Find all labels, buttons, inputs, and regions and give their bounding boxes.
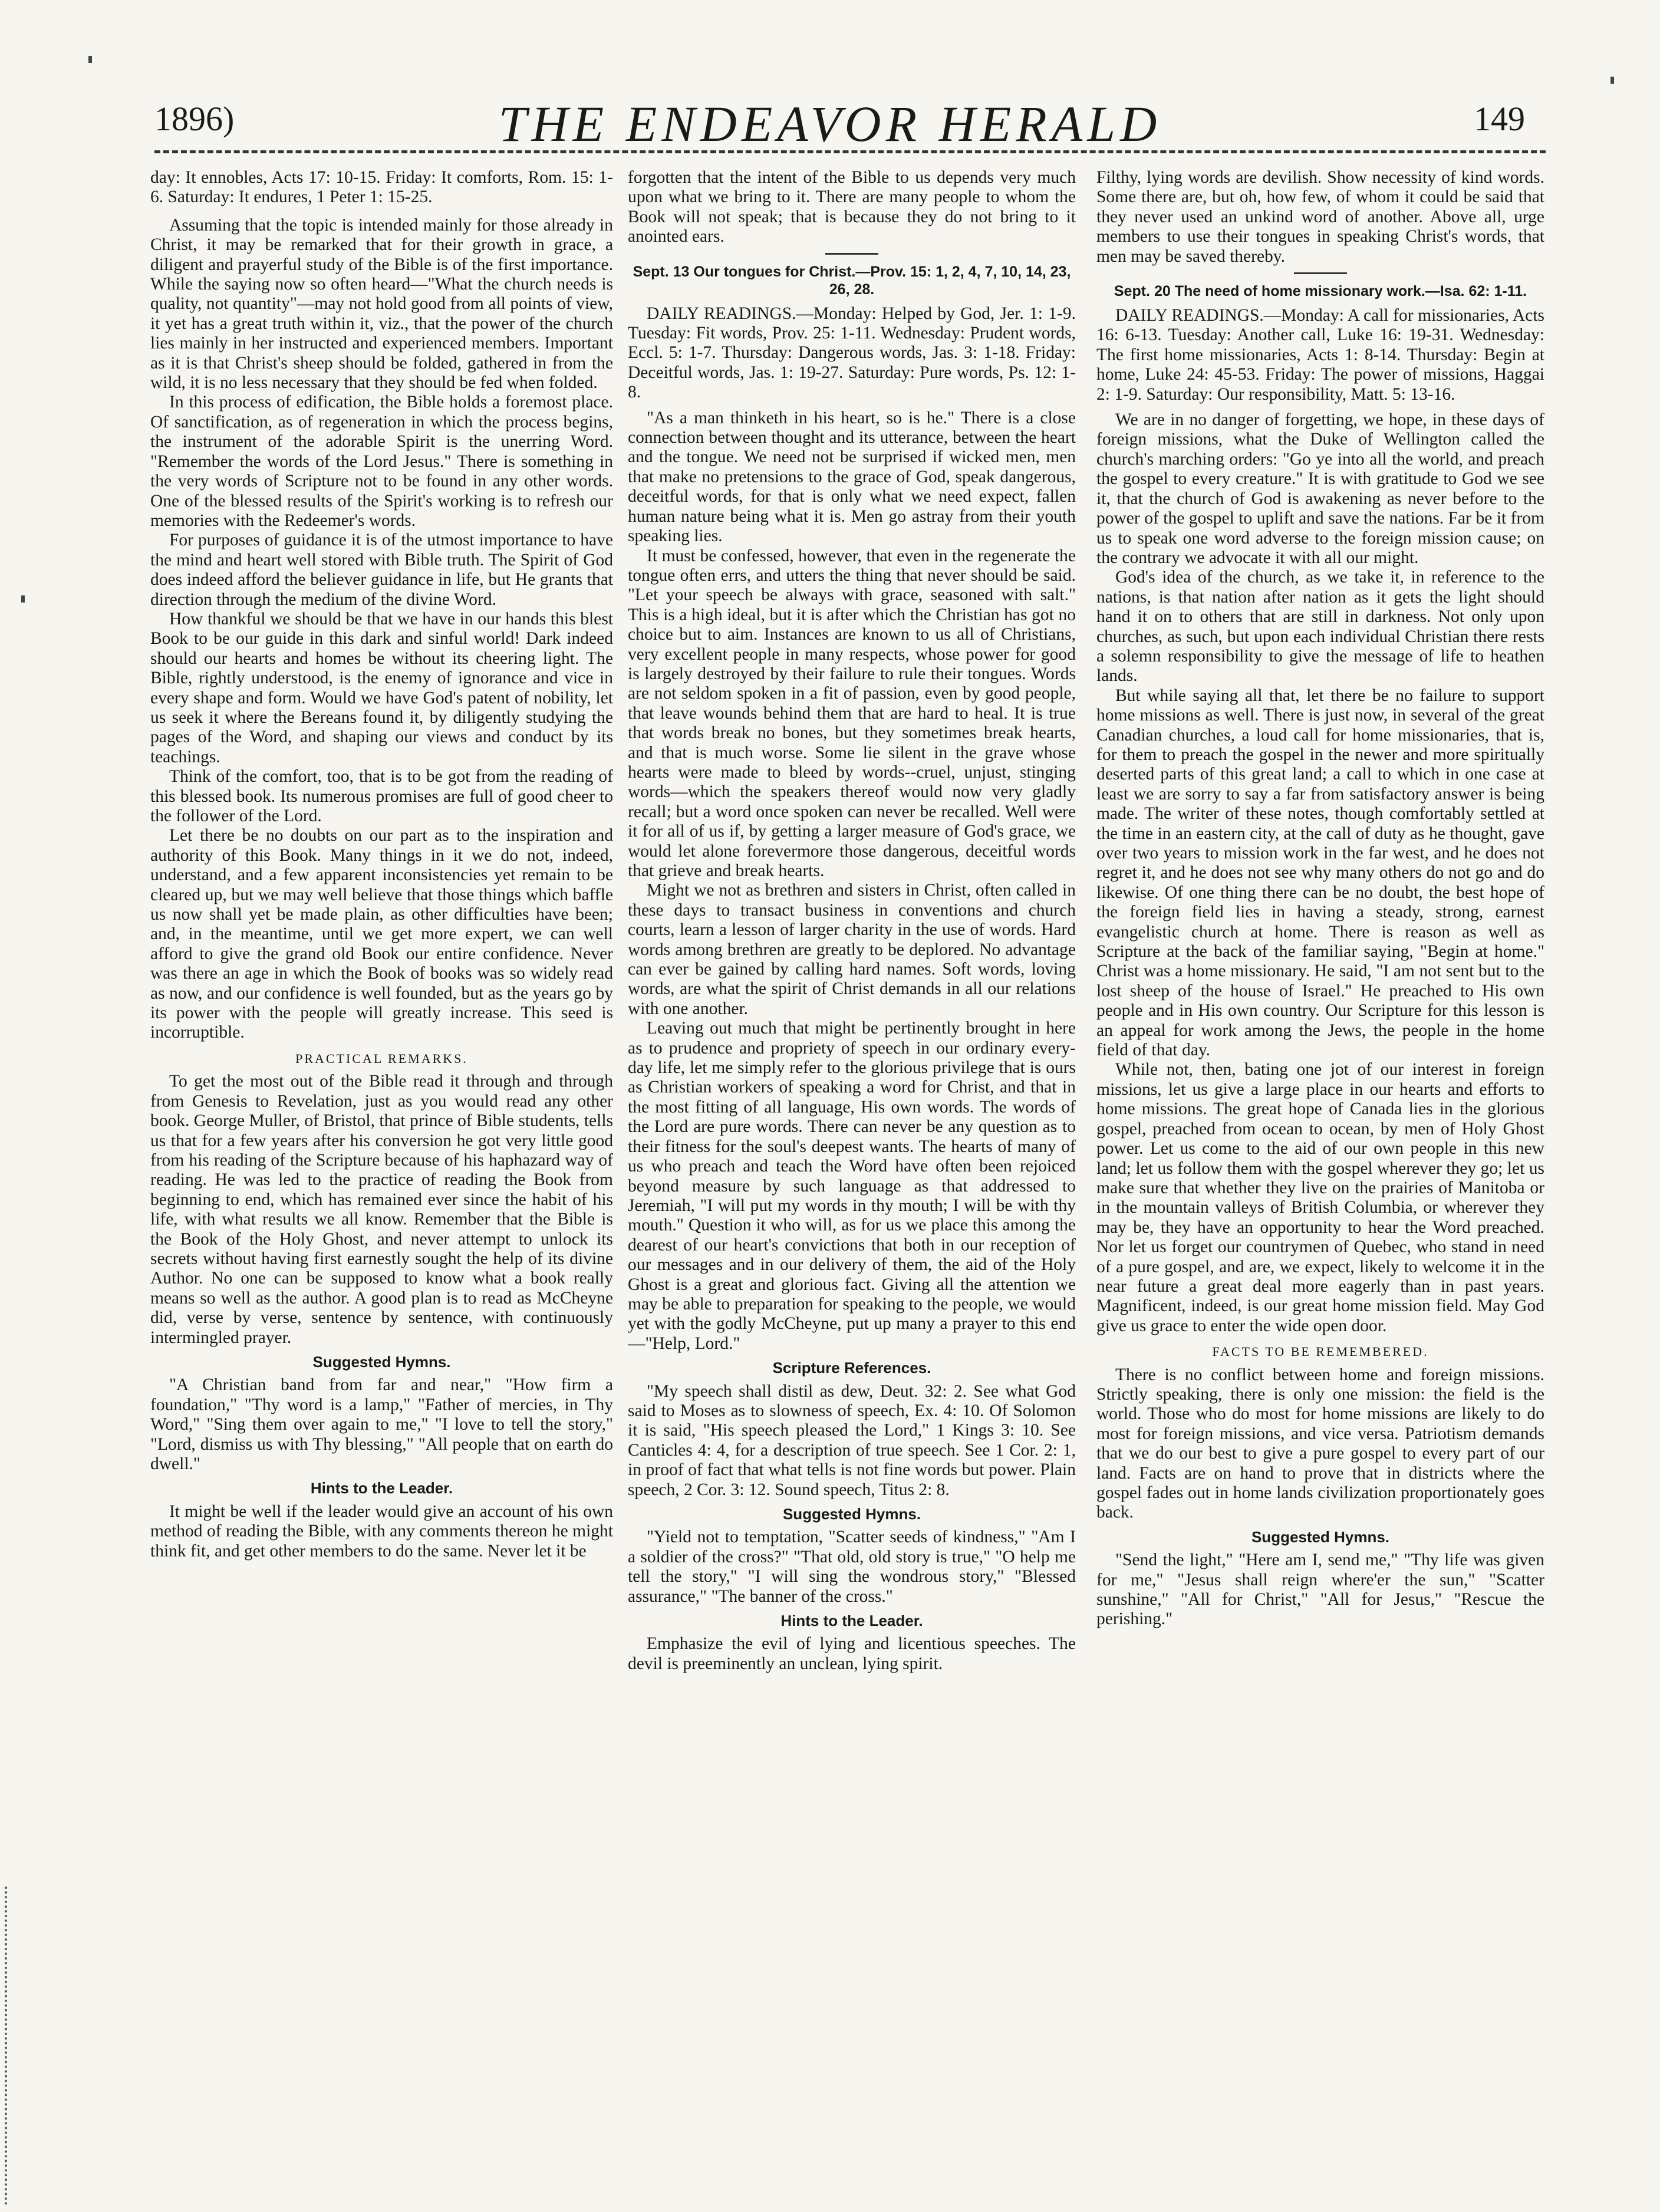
section-heading: FACTS TO BE REMEMBERED.: [1212, 1344, 1429, 1360]
paragraph: In this process of edification, the Bible holds a foremost place. Of sanctification, as of regeneration in which the process begins, the instrument of the adorable Spirit is the unerring Word. "Remember the words of the Lord Jesus." There is something in the very words of Scripture not to be found in any other words. One of the blessed results of the Spirit's working is to refresh our memories with the Redeemer's words.: [150, 393, 613, 530]
scan-mark: [1610, 77, 1614, 84]
paragraph: Leaving out much that might be pertinently brought in here as to prudence and propriety of speech in our ordinary every-day life, let me simply refer to the glorious privilege that is ours as Christian workers of speaking a word for Christ, and that in the most fitting of all language, His own words. The words of the Lord are pure words. There can never be any question as to their fitness for the soul's deepest wants. The hearts of many of us who preach and teach the Word have often been rejoiced beyond measure by such language as that addressed to Jeremiah, "I will put my words in thy mouth; I will be with thy mouth." Question it who will, as for us we place this among the dearest of our heart's convictions that both in our reception of our messages and in our delivery of them, the aid of the Holy Ghost is a great and glorious fact. Giving all the attention we may be able to preparation for speaking to the people, we would yet with the godly McCheyne, put up many a prayer to this end—"Help, Lord.": [628, 1019, 1076, 1353]
divider: [1294, 272, 1347, 274]
section-heading: PRACTICAL REMARKS.: [295, 1051, 468, 1066]
column-1: [150, 168, 613, 2178]
lesson-heading: Sept. 20 The need of home missionary work.—Isa. 62: 1-11.: [1114, 283, 1527, 300]
header-date: 1896): [154, 100, 235, 138]
paragraph: God's idea of the church, as we take it, in reference to the nations, is that nation after nation as it gets the light should hand it on to others that are still in darkness. Not only upon churches, as such, but upon each individual Christian there rests a solemn responsibility to give the message of life to heathen lands.: [1096, 568, 1544, 686]
paragraph: DAILY READINGS.—Monday: Helped by God, Jer. 1: 1-9. Tuesday: Fit words, Prov. 25: 1-11. Wednesday: Prudent words, Eccl. 5: 1-7. Thursday: Dangerous words, Jas. 3: 1-18. Friday: Deceitful words, Jas. 1: 19-27. Saturday: Pure words, Ps. 12: 1-8.: [628, 304, 1076, 402]
paragraph: "As a man thinketh in his heart, so is he." There is a close connection between thought and its utterance, between the heart and the tongue. We need not be surprised if wicked men, men that make no pretensions to the grace of God, speak dangerous, deceitful words, for that is only what we need expect, fallen human nature being what it is. Men go astray from their youth speaking lies.: [628, 408, 1076, 546]
section-heading: Suggested Hymns.: [782, 1505, 921, 1523]
paragraph: While not, then, bating one jot of our interest in foreign missions, let us give a large place in our hearts and efforts to home missions. The great hope of Canada lies in the glorious gospel, preached from ocean to ocean, by men of Holy Ghost power. Let us come to the aid of our own people in this new land; let us follow them with the gospel wherever they go; let us make sure that whether they live on the prairies of Manitoba or in the mountain valleys of British Columbia, or wherever they may be, they have an opportunity to hear the Word preached. Nor let us forget our countrymen of Quebec, who stand in need of a pure gospel, and are, we expect, likely to welcome it in the near future a great deal more eagerly than in past years. Magnificent, indeed, is our great home mission field. May God give us grace to enter the wide open door.: [1096, 1060, 1544, 1335]
page-header: [0, 0, 1660, 177]
masthead-title: THE ENDEAVOR HERALD: [498, 96, 1162, 152]
header-rule: [154, 150, 1546, 153]
section-heading: Hints to the Leader.: [780, 1612, 923, 1630]
paragraph: Filthy, lying words are devilish. Show necessity of kind words. Some there are, but oh, how few, of whom it could be said that they never used an unkind word of another. Above all, urge members to use their tongues in speaking Christ's words, that men may be saved thereby.: [1096, 168, 1544, 266]
column-3: [1096, 168, 1544, 2178]
paragraph: forgotten that the intent of the Bible to us depends very much upon what we bring to it. There are many people to whom the Book will not speak; that is because they do not bring to it anointed ears.: [628, 168, 1076, 246]
paragraph: It must be confessed, however, that even in the regenerate the tongue often errs, and utters the thing that never should be said. "Let your speech be always with grace, seasoned with salt." This is a high ideal, but it is after which the Christian has got no choice but to aim. Instances are known to us all of Christians, very excellent people in many respects, whose power for good is largely destroyed by their failure to rule their tongues. Words are not seldom spoken in a fit of passion, even by good people, that leave wounds behind them that are hard to heal. It is true that words break no bones, but they sometimes break hearts, and that is much worse. Some lie silent in the grave whose hearts were made to bleed by words--cruel, unjust, stinging words—which the speakers thereof would now very gladly recall; but a word once spoken can never be recalled. Well were it for all of us if, by getting a larger measure of God's grace, we would let alone forevermore those dangerous, deceitful words that grieve and break hearts.: [628, 546, 1076, 880]
paragraph: For purposes of guidance it is of the utmost importance to have the mind and heart well stored with Bible truth. The Spirit of God does indeed afford the believer guidance in life, but He grants that direction through the medium of the divine Word.: [150, 531, 613, 609]
divider: [825, 253, 878, 255]
page-number: 149: [1474, 100, 1525, 138]
paragraph: "My speech shall distil as dew, Deut. 32: 2. See what God said to Moses as to slowness of speech, Ex. 4: 10. Of Solomon it is said, "His speech pleased the Lord," 1 Kings 3: 10. See Canticles 4: 4, for a description of true speech. See 1 Cor. 2: 1, in proof of fact that what tells is not fine words but power. Plain speech, 2 Cor. 3: 12. Sound speech, Titus 2: 8.: [628, 1381, 1076, 1499]
section-heading: Scripture References.: [772, 1359, 931, 1377]
paragraph: Emphasize the evil of lying and licentious speeches. The devil is preeminently an unclean, lying spirit.: [628, 1634, 1076, 1673]
paragraph: It might be well if the leader would give an account of his own method of reading the Bible, with any comments thereon he might think fit, and get other members to do the same. Never let it be: [150, 1502, 613, 1561]
paragraph: "Yield not to temptation, "Scatter seeds of kindness," "Am I a soldier of the cross?" "That old, old story is true," "O help me tell the story," "I will sing the wondrous story," "Blessed assurance," "The banner of the cross.": [628, 1528, 1076, 1606]
section-heading: Hints to the Leader.: [310, 1479, 453, 1497]
paragraph: To get the most out of the Bible read it through and through from Genesis to Revelation, just as you would read any other book. George Muller, of Bristol, that prince of Bible students, tells us that for a few years after his conversion he got very little good from his reading of the Scripture because of his haphazard way of reading. He was led to the practice of reading the Book from beginning to end, which has remained ever since the habit of his life, with what results we all know. Remember that the Bible is the Book of the Holy Ghost, and never attempt to unlock its secrets without having first earnestly sought the help of its divine Author. No one can be supposed to know what a book really means so well as the author. A good plan is to read as McCheyne did, verse by verse, sentence by sentence, with continuously intermingled prayer.: [150, 1072, 613, 1347]
scan-mark: [88, 56, 92, 63]
paragraph: How thankful we should be that we have in our hands this blest Book to be our guide in this dark and sinful world! Dark indeed should our hearts and homes be without its cheering light. The Bible, rightly understood, is the enemy of ignorance and vice in every shape and form. Would we have God's patent of nobility, let us seek it where the Bereans found it, by diligently studying the pages of the Word, and shaping our views and conduct by its teachings.: [150, 609, 613, 766]
paragraph: "Send the light," "Here am I, send me," "Thy life was given for me," "Jesus shall reign where'er the sun," "Scatter sunshine," "All for Christ," "All for Jesus," "Rescue the perishing.": [1096, 1551, 1544, 1629]
section-heading: Suggested Hymns.: [1251, 1528, 1390, 1546]
binding-edge: [5, 1887, 19, 2205]
section-heading: Suggested Hymns.: [312, 1352, 451, 1371]
paragraph: There is no conflict between home and foreign missions. Strictly speaking, there is only one mission: the field is the world. Those who do most for home missions are likely to do most for foreign missions, and vice versa. Patriotism demands that we do our best to give a pure gospel to every part of our land. Facts are on hand to prove that in districts where the gospel fades out in home lands civilization proportionately goes back.: [1096, 1365, 1544, 1522]
paragraph: day: It ennobles, Acts 17: 10-15. Friday: It comforts, Rom. 15: 1-6. Saturday: It endures, 1 Peter 1: 15-25.: [150, 168, 613, 207]
scan-mark: [21, 595, 25, 603]
paragraph: Assuming that the topic is intended mainly for those already in Christ, it may be remarked that for their growth in grace, a diligent and prayerful study of the Bible is of the first importance. While the saying now so often heard—"What the church needs is quality, not quantity"—may not hold good from all points of view, it yet has a great truth within it, viz., that the power of the church lies mainly in her instructed and experienced members. Important as it is that Christ's sheep should be folded, gathered in from the wild, it is no less necessary that they should be fed when folded.: [150, 215, 613, 393]
paragraph: Let there be no doubts on our part as to the inspiration and authority of this Book. Many things in it we do not, indeed, understand, and a few apparent inconsistencies yet remain to be cleared up, but we may well believe that those things which baffle us now shall yet be made plain, as other difficulties have been; and, in the meantime, until we get more expert, we can well afford to give the grand old Book our entire confidence. Never was there an age in which the Book of books was so widely read as now, and our confidence is well founded, but as the years go by its power with the people will greatly increase. This seed is incorruptible.: [150, 826, 613, 1042]
column-2: [628, 168, 1076, 2178]
paragraph: Might we not as brethren and sisters in Christ, often called in these days to transact business in conventions and church courts, learn a lesson of larger charity in the use of words. Hard words among brethren are greatly to be deplored. No advantage can ever be gained by calling hard names. Soft words, loving words, are what the spirit of Christ demands in all our relations with one another.: [628, 881, 1076, 1018]
paragraph: We are in no danger of forgetting, we hope, in these days of foreign missions, what the Duke of Wellington called the church's marching orders: "Go ye into all the world, and preach the gospel to every creature." It is with gratitude to God we see it, that the church of God is awakening as never before to the power of the gospel to uplift and save the nations. Far be it from us to speak one word adverse to the foreign mission cause; on the contrary we advocate it with all our might.: [1096, 410, 1544, 567]
paragraph: DAILY READINGS.—Monday: A call for missionaries, Acts 16: 6-13. Tuesday: Another call, Luke 16: 19-31. Wednesday: The first home missionaries, Acts 1: 8-14. Thursday: Begin at home, Luke 24: 45-53. Friday: The power of missions, Haggai 2: 1-9. Saturday: Our responsibility, Matt. 5: 13-16.: [1096, 306, 1544, 404]
paragraph: But while saying all that, let there be no failure to support home missions as well. There is just now, in several of the great Canadian churches, a loud call for home missionaries, that is, for them to preach the gospel in the newer and more spiritually deserted parts of this great land; a call to which in one case at least we are sorry to say a far from satisfactory answer is being made. The writer of these notes, though comfortably settled at the time in an eastern city, at the call of duty as he thought, gave over two years to mission work in the far west, and he does not regret it, and he does not see why many others do not go and do likewise. Of one thing there can be no doubt, the best hope of the foreign field lies in having a steady, strong, earnest evangelistic church at home. There is reason as well as Scripture at the back of the familiar saying, "Begin at home." Christ was a home missionary. He said, "I am not sent but to the lost sheep of the house of Israel." He preached to His own people and in His own country. Our Scripture for this lesson is an appeal for work among the Jews, the people in the home field of that day.: [1096, 686, 1544, 1060]
paragraph: "A Christian band from far and near," "How firm a foundation," "Thy word is a lamp," "Father of mercies, in Thy Word," "Sing them over again to me," "I love to tell the story," "Lord, dismiss us with Thy blessing," "All people that on earth do dwell.": [150, 1375, 613, 1473]
paragraph: Think of the comfort, too, that is to be got from the reading of this blessed book. Its numerous promises are full of good cheer to the follower of the Lord.: [150, 767, 613, 825]
lesson-heading: Sept. 13 Our tongues for Christ.—Prov. 15: 1, 2, 4, 7, 10, 14, 23, 26, 28.: [633, 263, 1071, 298]
